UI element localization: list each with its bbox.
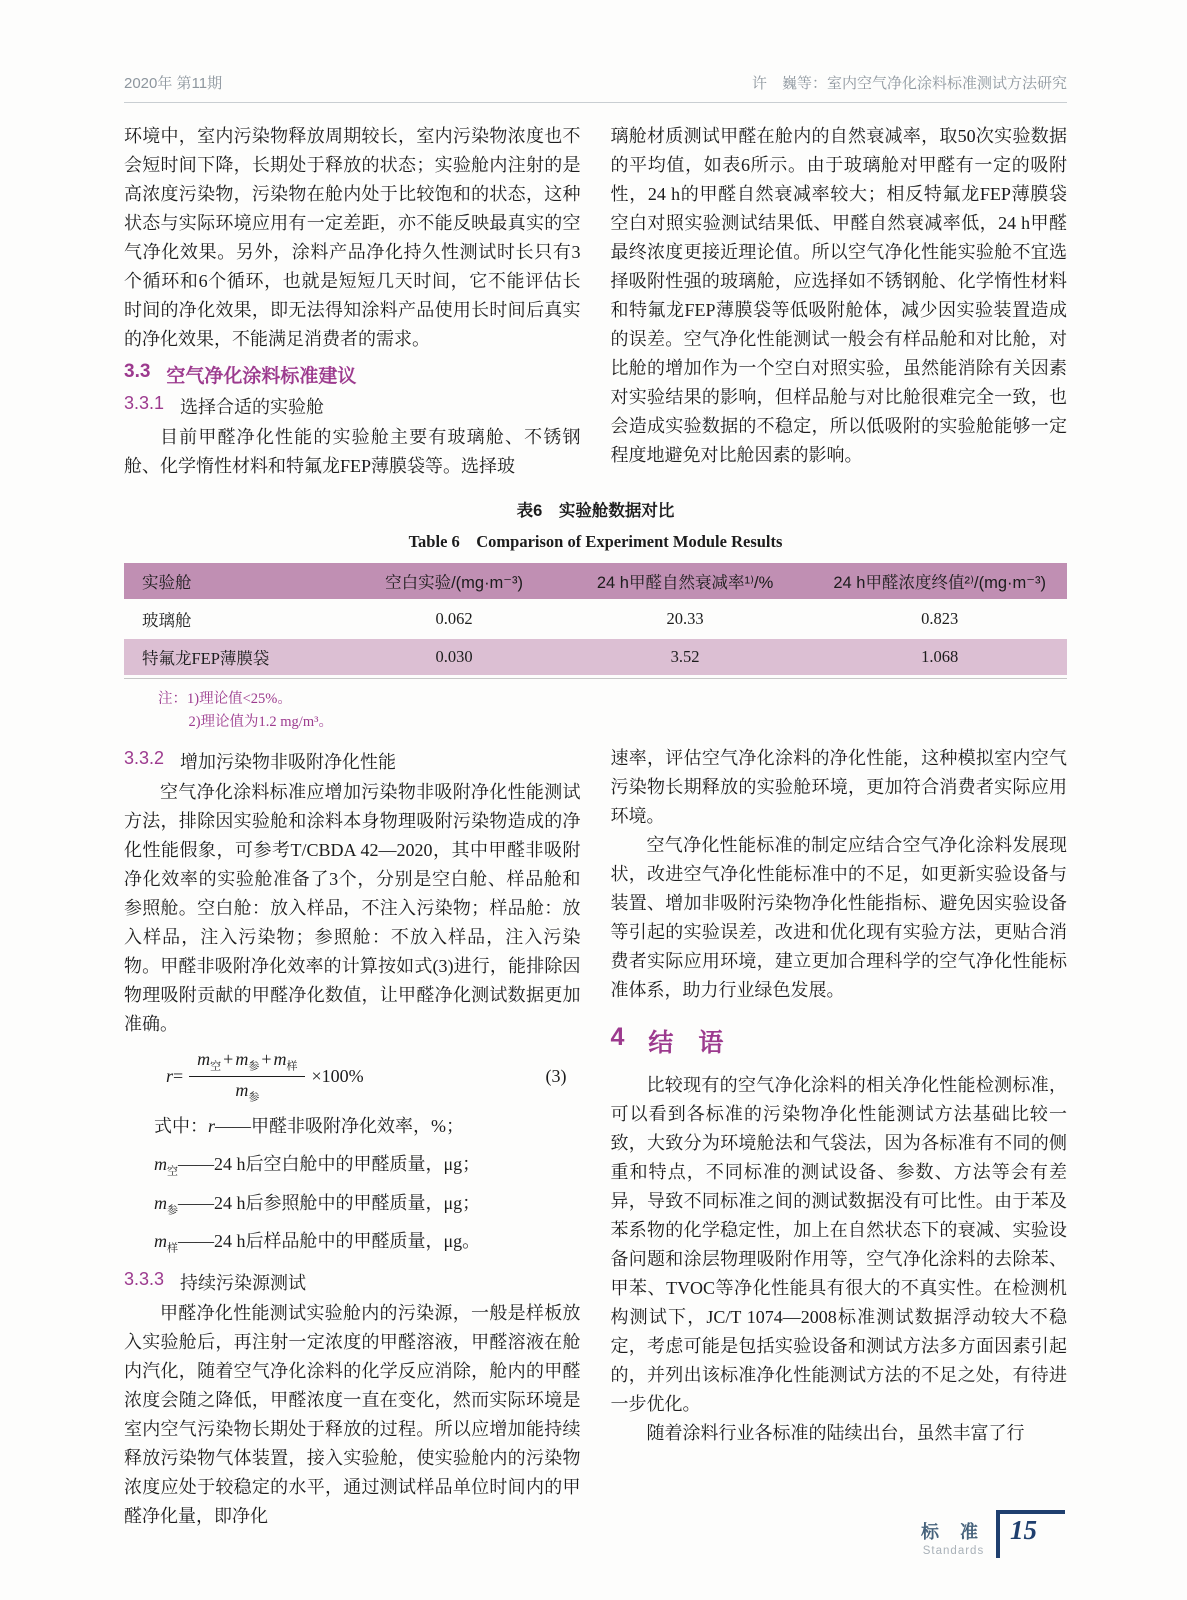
subscript: 空 (210, 1060, 222, 1073)
definition-text: ——24 h后样品舱中的甲醛质量，μg。 (178, 1231, 481, 1252)
section-title: 结 语 (648, 1029, 724, 1057)
page-number: 15 (1010, 1515, 1037, 1545)
right-column-top (611, 122, 1068, 481)
table-cell: 玻璃舱 (124, 601, 350, 637)
definition-line (124, 1188, 581, 1227)
fraction (189, 1048, 305, 1106)
equation-number: (3) (545, 1066, 567, 1087)
paragraph: 比较现有的空气净化涂料的相关净化性能检测标准，可以看到各标准的污染物净化性能测试方法基础比较一致，大致分为环境舱法和气袋法，因为各标准有不同的侧重和特点，不同标准的测试设备、参数、方法等会有差异，导致不同标准之间的测试数据没有可比性。由于苯及苯系物的化学稳定性，加上在自然状态下的衰减、实验设备问题和涂层物理吸附作用等，空气净化涂料的去除苯、甲苯、TVOC等净化性能具有很大的不真实性。在检测机构测试下，JC/T 1074—2008标准测试数据浮动较大不稳定，考虑可能是包括实验设备和测试方法多方面因素引起的，并列出该标准净化性能测试方法的不足之处，有待进一步优化。 (610, 1075, 1067, 1414)
left-column-top (124, 122, 581, 481)
table-cell: 1.068 (812, 639, 1067, 675)
plus-sign: + (223, 1049, 234, 1069)
definition-line (124, 1226, 581, 1265)
table-cell: 0.062 (350, 601, 557, 637)
plus-sign: + (261, 1049, 272, 1069)
right-column-bottom (611, 744, 1068, 1531)
paragraph: 空气净化涂料标准应增加污染物非吸附净化性能测试方法，排除因实验舱和涂料本身物理吸附污染物造成的净化性能假象，可参考T/CBDA 42—2020，其中甲醛非吸附净化效率的实验舱准备了3个，分别是空白舱、样品舱和参照舱。空白舱：放入样品，不注入污染物；样品舱：放入样品，注入污染物；参照舱：不放入样品，注入污染物。甲醛非吸附净化效率的计算按如式(3)进行，能排除因物理吸附贡献的甲醛净化数值，让甲醛净化测试数据更加准确。 (124, 782, 581, 1034)
subscript: 参 (248, 1060, 260, 1073)
top-columns (124, 122, 1067, 481)
equation-lhs (166, 1066, 183, 1087)
table-note: 2)理论值为1.2 mg/m³。 (188, 714, 333, 730)
paragraph: 目前甲醛净化性能的实验舱主要有玻璃舱、不锈钢舱、化学惰性材料和特氟龙FEP薄膜袋等。选择玻 (124, 427, 581, 476)
paragraph: 环境中，室内污染物释放周期较长，室内污染物浓度也不会短时间下降，长期处于释放的状态；实验舱内注射的是高浓度污染物，污染物在舱内处于比较饱和的状态，这种状态与实际环境应用有一定差距，亦不能反映最真实的空气净化效果。另外，涂料产品净化持久性测试时长只有3个循环和6个循环，也就是短短几天时间，它不能评估长时间的净化效果，即无法得知涂料产品使用长时间后真实的净化效果，不能满足消费者的需求。 (124, 126, 581, 349)
paragraph: 璃舱材质测试甲醛在舱内的自然衰减率，取50次实验数据的平均值，如表6所示。由于玻璃舱对甲醛有一定的吸附性，24 h的甲醛自然衰减率较大；相反特氟龙FEP薄膜袋空白对照实验测试结果低、甲醛自然衰减率低，24 h甲醛最终浓度更接近理论值。所以空气净化性能实验舱不宜选择吸附性强的玻璃舱，应选择如不锈钢舱、化学惰性材料和特氟龙FEP薄膜袋等低吸附舱体，减少因实验装置造成的误差。空气净化性能测试一般会有样品舱和对比舱，对比舱的增加作为一个空白对照实验，虽然能消除有关因素对实验结果的影响，但样品舱与对比舱很难完全一致，也会造成实验数据的不稳定，所以低吸附的实验舱能够一定程度地避免对比舱因素的影响。 (610, 126, 1067, 465)
running-title: 许 巍等：室内空气净化涂料标准测试方法研究 (751, 75, 1067, 92)
experiment-module-table (124, 561, 1067, 677)
table-header-cell: 空白实验/(mg·m⁻³) (350, 563, 557, 599)
definition-line (124, 1149, 581, 1188)
paragraph: 空气净化性能标准的制定应结合空气净化涂料发展现状，改进空气净化性能标准中的不足，如更新实验设备与装置、增加非吸附污染物净化性能指标、避免因实验设备等引起的实验误差，改进和优化现有实验方法，更贴合消费者实际应用环境，建立更加合理科学的空气净化性能标准体系，助力行业绿色发展。 (610, 835, 1067, 1000)
subscript: 样 (286, 1060, 298, 1073)
paragraph: 速率，评估空气净化涂料的净化性能，这种模拟室内空气污染物长期释放的实验舱环境，更加符合消费者实际应用环境。 (610, 748, 1067, 826)
section-heading-3-3-2 (124, 748, 581, 774)
equals-sign: = (173, 1066, 184, 1087)
page-number-box (996, 1510, 1065, 1558)
section-number: 3.3.2 (124, 748, 165, 768)
paragraph: 甲醛净化性能测试实验舱内的污染源，一般是样板放入实验舱后，再注射一定浓度的甲醛溶液，甲醛溶液在舱内汽化，随着空气净化涂料的化学反应消除，舱内的甲醛浓度会随之降低，甲醛浓度一直在变化，然而实际环境是室内空气污染物长期处于释放的过程。所以应增加能持续释放污染物气体装置，接入实验舱，使实验舱内的污染物浓度应处于较稳定的水平，通过测试样品单位时间内的甲醛净化量，即净化 (124, 1303, 581, 1527)
definition-lead: 式中： (154, 1115, 208, 1136)
section-number: 3.3.1 (124, 393, 165, 413)
table-notes (124, 688, 1067, 734)
subscript: 参 (248, 1091, 260, 1104)
section-title: 持续污染源测试 (180, 1273, 307, 1294)
variable: m (154, 1192, 167, 1213)
footer-column-label (921, 1510, 986, 1557)
definition-text: ——24 h后参照舱中的甲醛质量，μg； (178, 1192, 481, 1213)
left-column-bottom (124, 744, 581, 1531)
variable: r (166, 1066, 174, 1087)
variable: m (235, 1080, 249, 1101)
table-cell: 0.823 (812, 601, 1067, 637)
table-cell: 20.33 (558, 601, 813, 637)
section-title: 增加污染物非吸附净化性能 (180, 752, 397, 772)
subscript: 样 (167, 1243, 178, 1256)
journal-issue: 2020年 第11期 (124, 75, 223, 92)
page-header (124, 72, 1067, 103)
table-row (124, 639, 1067, 675)
footer-label-zh: 标 准 (920, 1522, 986, 1542)
table-caption-en: Table 6 Comparison of Experiment Module Results (408, 532, 783, 551)
equation-3 (124, 1048, 581, 1106)
table-cell: 特氟龙FEP薄膜袋 (124, 639, 350, 675)
section-number: 3.3 (124, 361, 151, 382)
variable: m (235, 1049, 249, 1069)
section-heading-3-3-1 (124, 393, 581, 419)
bottom-columns (124, 744, 1067, 1531)
table-header-cell: 实验舱 (124, 563, 350, 599)
table-cell: 3.52 (558, 639, 813, 675)
section-number: 4 (610, 1023, 625, 1051)
table-note: 注：1)理论值<25%。 (158, 691, 292, 707)
footer-label-en: Standards (922, 1545, 985, 1557)
table-header-row (124, 563, 1067, 599)
section-heading-3-3 (124, 361, 581, 388)
section-title: 选择合适的实验舱 (180, 397, 325, 417)
definition-text: ——甲醛非吸附净化效率，%； (215, 1115, 465, 1136)
definition-line (124, 1111, 581, 1150)
table-caption-zh: 表6 实验舱数据对比 (516, 502, 675, 520)
section-number: 3.3.3 (124, 1269, 165, 1290)
table-row (124, 601, 1067, 637)
table-bottom-rule (124, 678, 1067, 679)
page-footer (921, 1510, 1065, 1558)
page-content (124, 122, 1067, 1531)
definition-text: ——24 h后空白舱中的甲醛质量，μg； (178, 1154, 481, 1175)
section-heading-3-3-3 (124, 1269, 581, 1295)
table-6-block (124, 497, 1067, 734)
subscript: 参 (167, 1204, 178, 1217)
variable: m (273, 1049, 287, 1069)
table-header-cell: 24 h甲醛自然衰减率¹⁾/% (558, 563, 813, 599)
variable: m (154, 1231, 167, 1252)
section-heading-4 (611, 1023, 1068, 1059)
section-title: 空气净化涂料标准建议 (166, 366, 357, 387)
variable: m (154, 1154, 167, 1175)
subscript: 空 (167, 1165, 178, 1178)
fraction-numerator (189, 1048, 305, 1077)
table-header-cell: 24 h甲醛浓度终值²⁾/(mg·m⁻³) (812, 563, 1067, 599)
paragraph: 随着涂料行业各标准的陆续出台，虽然丰富了行 (646, 1423, 1025, 1443)
multiplier: ×100% (311, 1066, 364, 1087)
variable: r (208, 1115, 216, 1136)
variable: m (197, 1049, 211, 1069)
fraction-denominator (235, 1077, 259, 1105)
table-cell: 0.030 (350, 639, 557, 675)
